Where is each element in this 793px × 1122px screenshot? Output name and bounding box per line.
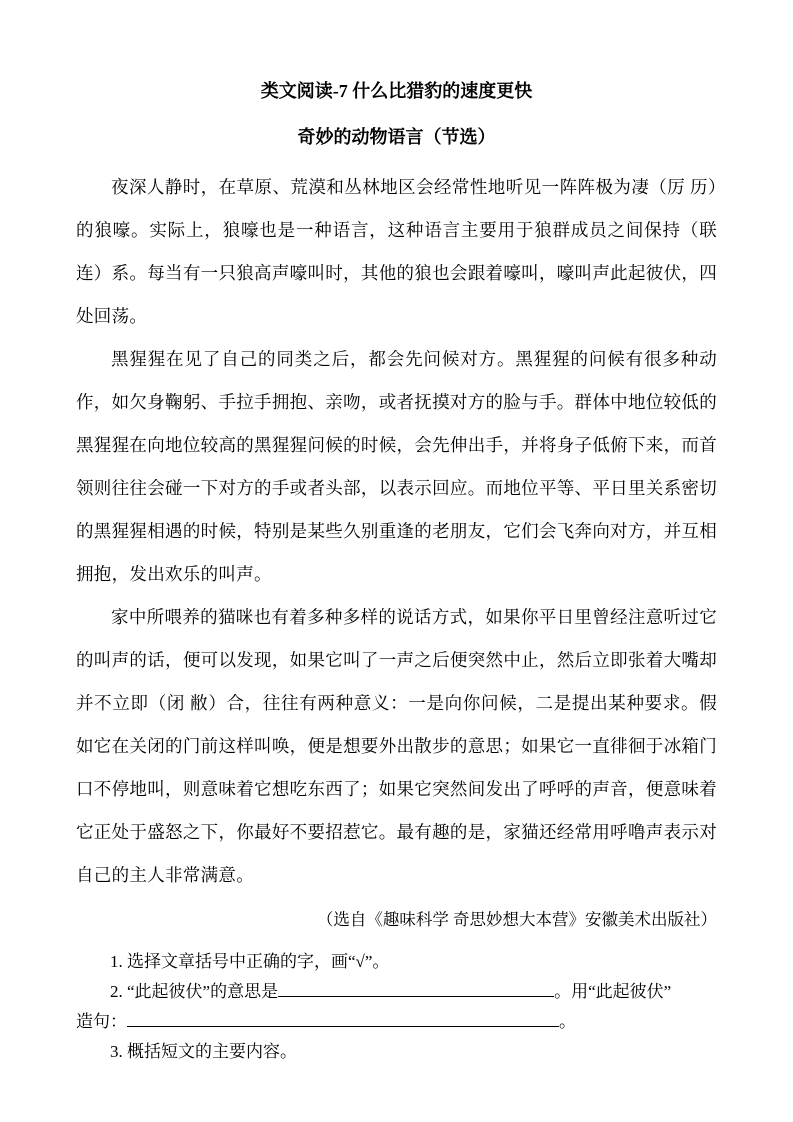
question-2-text-lead: 2. “此起彼伏”的意思是	[110, 982, 279, 1001]
questions-section	[76, 947, 717, 1067]
source-attribution: （选自《趣味科学 奇思妙想大本营》安徽美术出版社）	[316, 910, 717, 929]
fill-in-blank-definition	[278, 980, 554, 997]
paragraph: 黑猩猩在见了自己的同类之后，都会先问候对方。黑猩猩的问候有很多种动作，如欠身鞠躬、手拉手拥抱、亲吻，或者抚摸对方的脸与手。群体中地位较低的黑猩猩在向地位较高的黑猩猩问候的时候，会先伸出手，并将身子低俯下来，而首领则往往会碰一下对方的手或者头部，以表示回应。而地位平等、平日里关系密切的黑猩猩相遇的时候，特别是某些久别重逢的老朋友，它们会飞奔向对方，并互相拥抱，发出欢乐的叫声。	[76, 349, 717, 584]
question-2-text-mid: 。用“此起彼伏”	[554, 982, 672, 1001]
page-title: 类文阅读-7 什么比猎豹的速度更快	[260, 81, 533, 101]
article-subtitle: 奇妙的动物语言（节选）	[297, 127, 496, 147]
question-1-text: 1. 选择文章括号中正确的字，画“√”。	[110, 952, 390, 971]
paragraph: 夜深人静时，在草原、荒漠和丛林地区会经常性地听见一阵阵极为凄（厉 历）的狼嚎。实际上，狼嚎也是一种语言，这种语言主要用于狼群成员之间保持（联 连）系。每当有一只狼高声嚎叫时，其他的狼也会跟着嚎叫，嚎叫声此起彼伏，四处回荡。	[76, 177, 717, 326]
question-2	[76, 977, 717, 1007]
question-1	[76, 947, 717, 977]
article-body	[76, 166, 717, 897]
paragraph: 家中所喂养的猫咪也有着多种多样的说话方式，如果你平日里曾经注意听过它的叫声的话，便可以发现，如果它叫了一声之后便突然中止，然后立即张着大嘴却并不立即（闭 敝）合，往往有两种意义：一是向你问候，二是提出某种要求。假如它在关闭的门前这样叫唤，便是想要外出散步的意思；如果它一直徘徊于冰箱门口不停地叫，则意味着它想吃东西了；如果它突然间发出了呼呼的声音，便意味着它正处于盛怒之下，你最好不要招惹它。最有趣的是，家猫还经常用呼噜声表示对自己的主人非常满意。	[76, 607, 717, 885]
question-2-continuation	[76, 1007, 717, 1037]
question-3-text: 3. 概括短文的主要内容。	[110, 1042, 297, 1061]
question-2-text-sentence-label: 造句：	[76, 1012, 127, 1031]
question-3	[76, 1037, 717, 1067]
question-2-text-end: 。	[559, 1012, 576, 1031]
fill-in-blank-sentence	[127, 1010, 559, 1027]
